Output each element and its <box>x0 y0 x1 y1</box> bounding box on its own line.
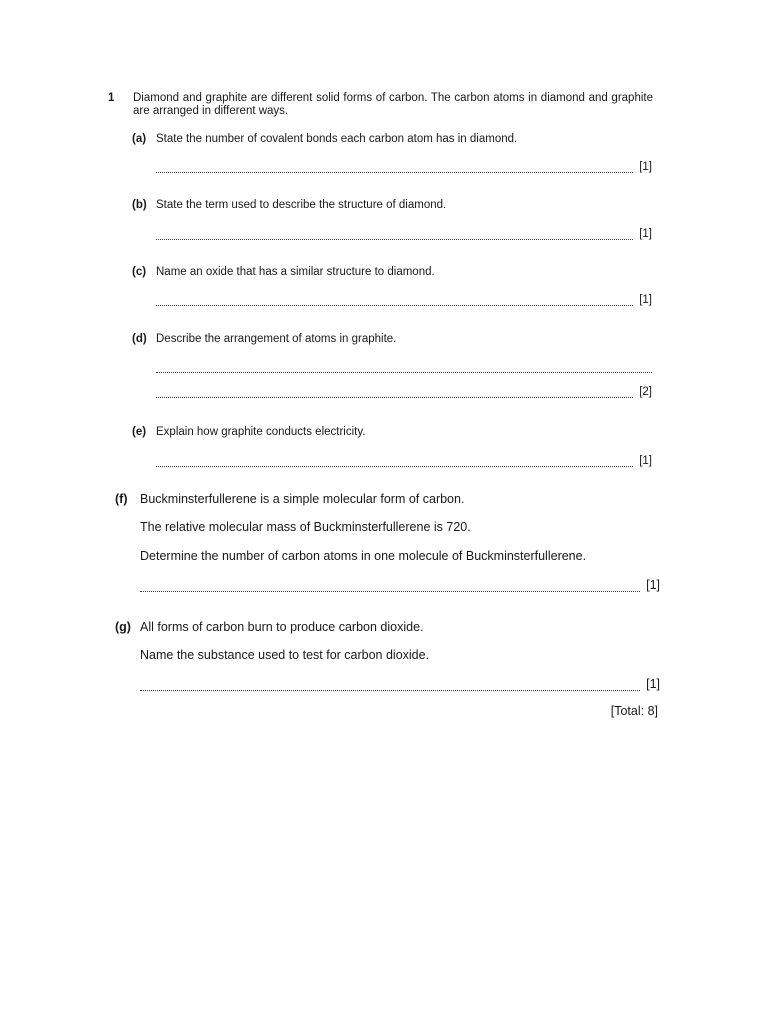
part-a-mark: [1] <box>639 161 652 173</box>
part-f-line-2: The relative molecular mass of Buckminsterfullerene is 720. <box>140 520 471 534</box>
part-b-label: (b) <box>132 199 147 211</box>
answer-dots <box>140 680 640 691</box>
part-g-mark: [1] <box>646 677 660 691</box>
part-d-answer-line-1[interactable] <box>156 359 652 373</box>
part-d-label: (d) <box>132 333 147 345</box>
part-e-label: (e) <box>132 426 147 438</box>
answer-dots <box>156 229 633 240</box>
part-e-text: Explain how graphite conducts electricity. <box>156 426 366 438</box>
question-number: 1 <box>108 92 115 104</box>
question-intro-text: Diamond and graphite are different solid forms of carbon. The carbon atoms in diamond and graphite are arranged in different ways. <box>133 92 653 117</box>
part-f-answer-line[interactable] <box>140 578 660 592</box>
part-f-text: Buckminsterfullerene is a simple molecular form of carbon. <box>140 492 465 506</box>
part-d-answer-line-2[interactable] <box>156 384 652 398</box>
part-f-mark: [1] <box>646 578 660 592</box>
answer-dots <box>156 387 633 398</box>
part-b-answer-line[interactable] <box>156 226 652 240</box>
answer-dots <box>156 362 652 373</box>
part-f-line-3: Determine the number of carbon atoms in one molecule of Buckminsterfullerene. <box>140 549 587 563</box>
part-a-answer-line[interactable] <box>156 159 652 173</box>
part-g-text: All forms of carbon burn to produce carbon dioxide. <box>140 620 424 634</box>
part-e-mark: [1] <box>639 455 652 467</box>
answer-dots <box>140 581 640 592</box>
part-d-mark: [2] <box>639 386 652 398</box>
part-c-answer-line[interactable] <box>156 292 652 306</box>
part-a-label: (a) <box>132 133 147 145</box>
part-f-label: (f) <box>115 492 128 506</box>
answer-dots <box>156 456 633 467</box>
total-marks: [Total: 8] <box>610 704 658 718</box>
question-intro <box>108 92 653 118</box>
part-c-mark: [1] <box>639 294 652 306</box>
part-a-text: State the number of covalent bonds each carbon atom has in diamond. <box>156 133 518 145</box>
part-c-label: (c) <box>132 266 147 278</box>
part-b-text: State the term used to describe the structure of diamond. <box>156 199 447 211</box>
part-g-label: (g) <box>115 620 131 634</box>
part-b-mark: [1] <box>639 228 652 240</box>
part-e-answer-line[interactable] <box>156 453 652 467</box>
part-d-text: Describe the arrangement of atoms in graphite. <box>156 333 397 345</box>
part-g-answer-line[interactable] <box>140 677 660 691</box>
part-c-text: Name an oxide that has a similar structure to diamond. <box>156 266 435 278</box>
part-g-line-2: Name the substance used to test for carbon dioxide. <box>140 648 430 662</box>
answer-dots <box>156 162 633 173</box>
answer-dots <box>156 295 633 306</box>
